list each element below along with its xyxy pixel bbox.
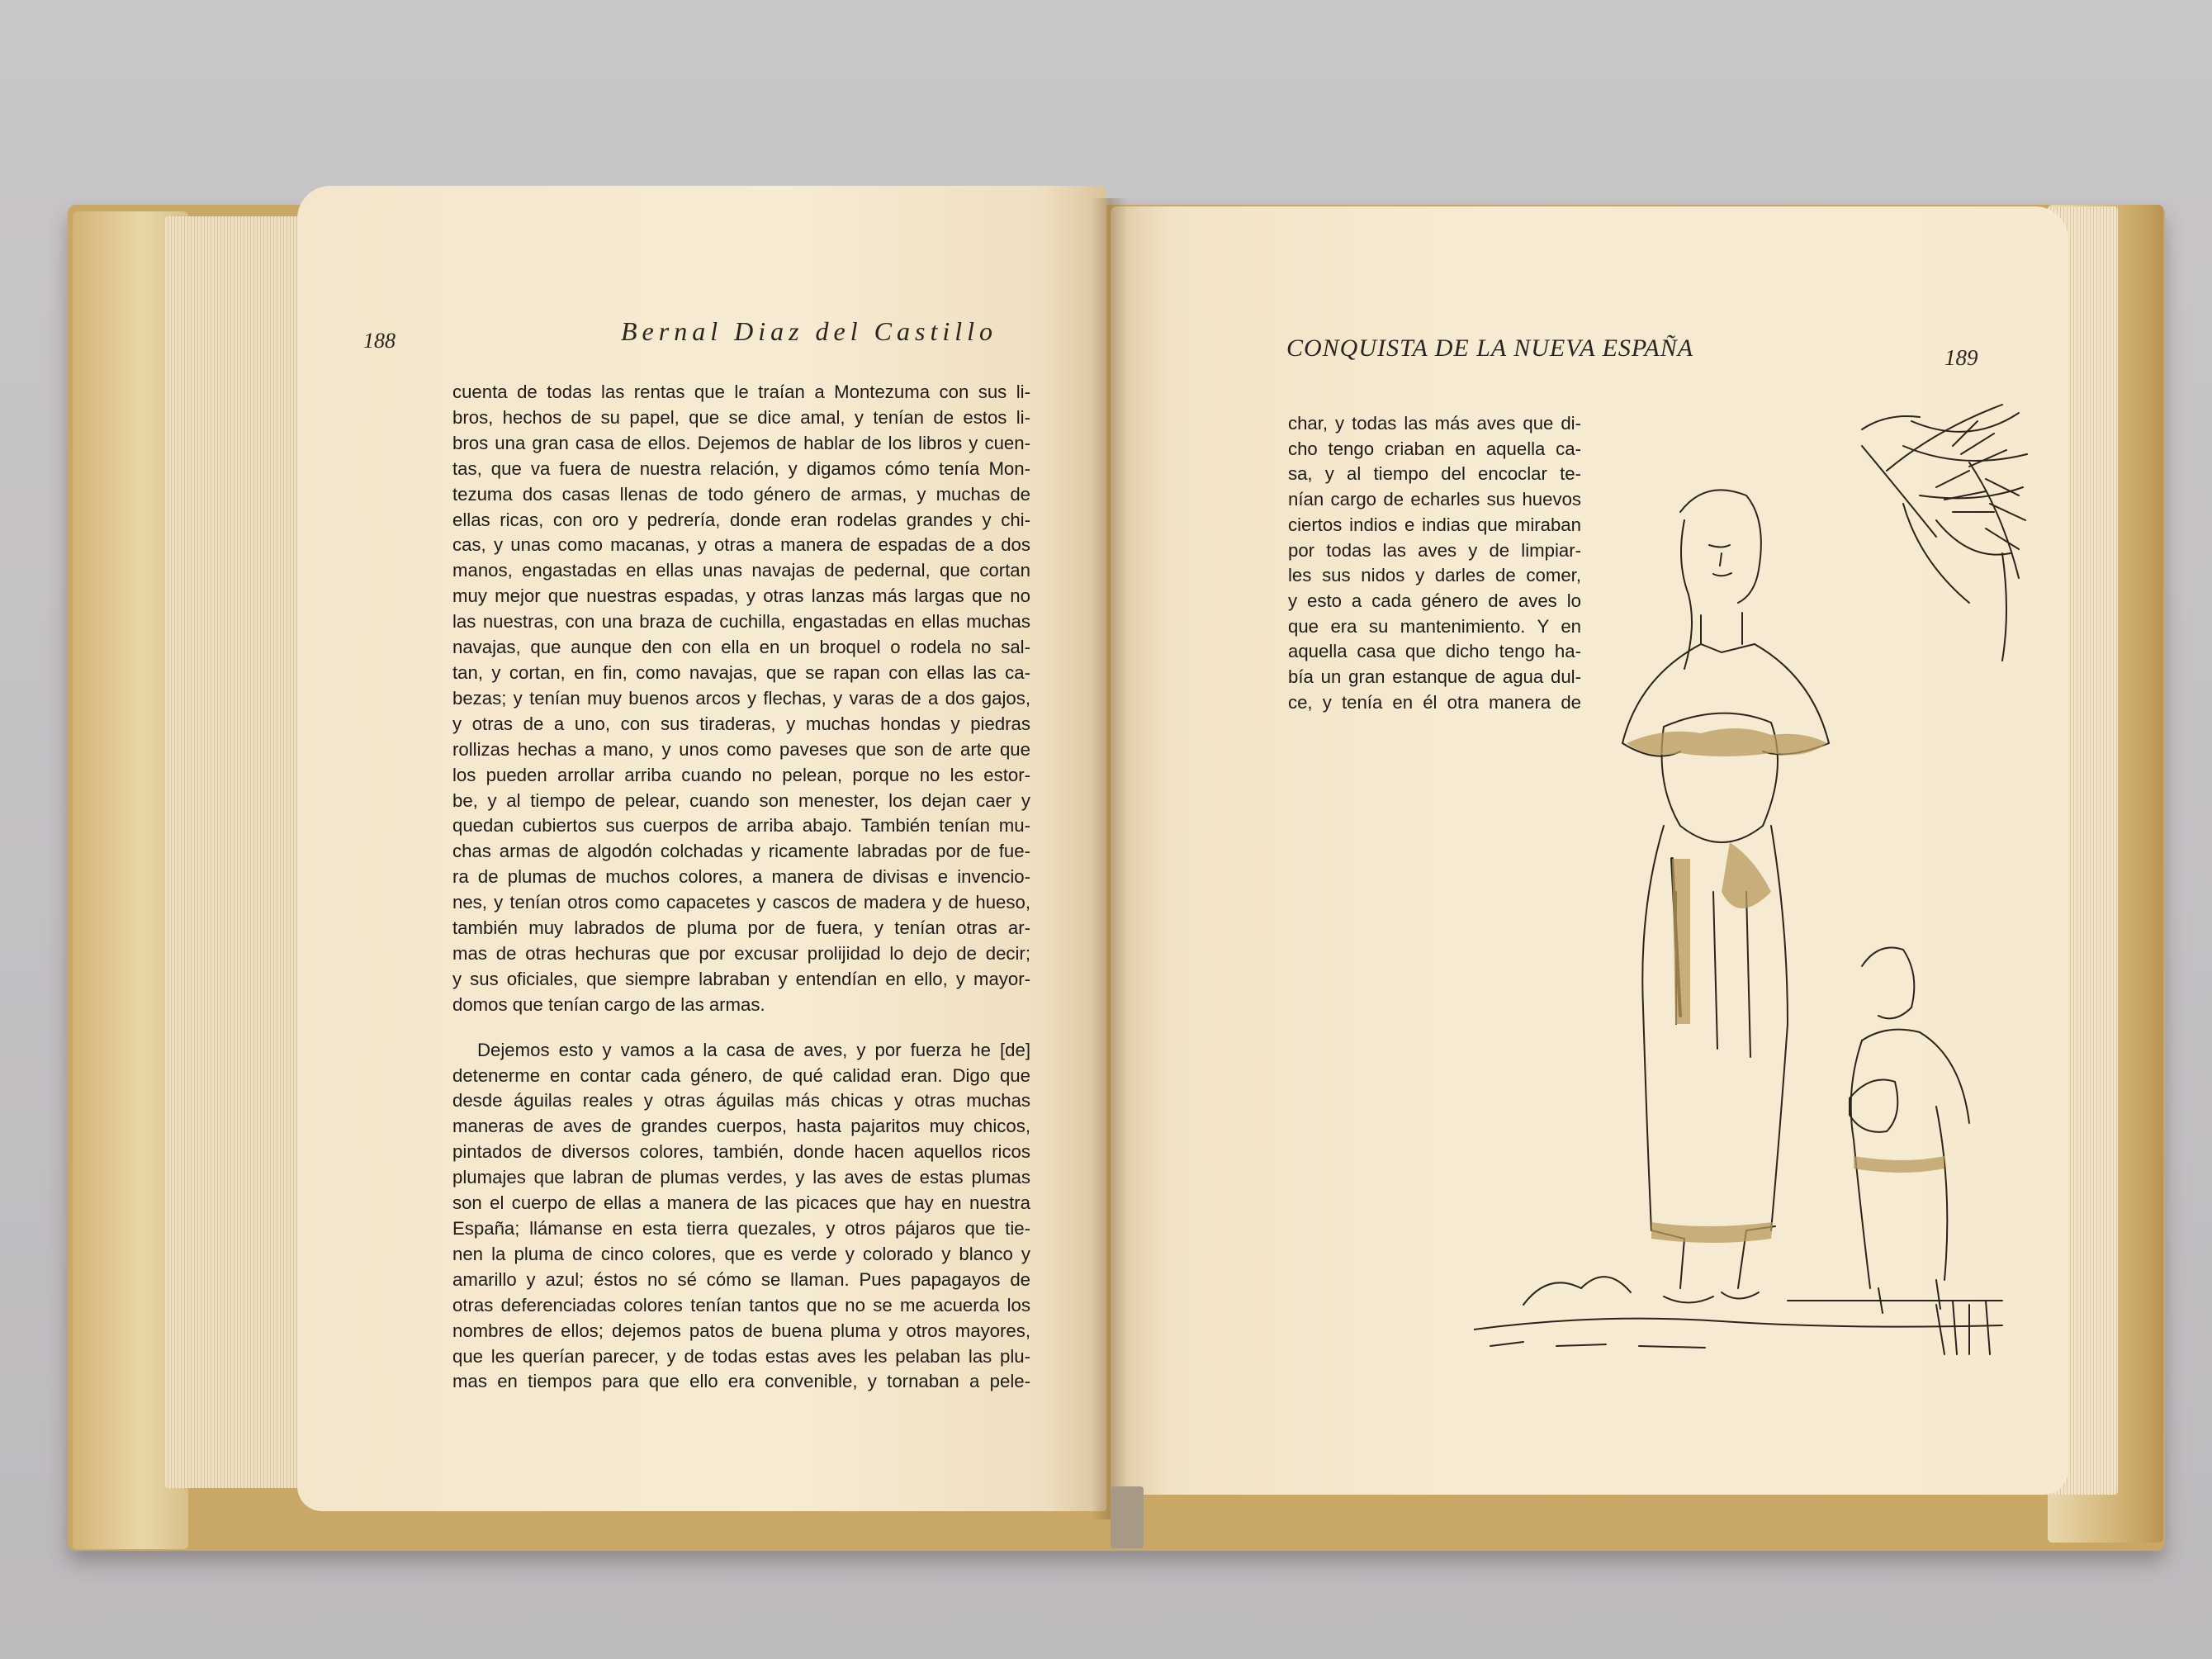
paragraph-aviary — [452, 1038, 1030, 1396]
text-line: amarillo y azul; éstos no sé cómo se llaman. Pues papagayos de — [452, 1268, 1030, 1290]
text-line: ellas ricas, con oro y pedrería, donde eran rodelas grandes y chi- — [452, 509, 1030, 530]
page-edges-left — [165, 216, 306, 1488]
text-line: aquella casa que dicho tengo ha- — [1288, 641, 1581, 662]
text-line: manos, engastadas en ellas unas navajas de pedernal, que cortan — [452, 560, 1030, 581]
text-line: cuenta de todas las rentas que le traían a Montezuma con sus li- — [452, 382, 1030, 402]
text-line: detenerme en contar cada género, de qué calidad eran. Digo que — [452, 1064, 1030, 1086]
text-line: tas, que va fuera de nuestra relación, y digamos cómo tenía Mon- — [452, 457, 1030, 479]
text-line: sa, y al tiempo del encoclar te- — [1288, 463, 1581, 485]
text-line: pintados de diversos colores, también, donde hacen aquellos ricos — [452, 1141, 1030, 1163]
text-line: cho tengo criaban en aquella ca- — [1288, 438, 1581, 459]
right-page-number: 189 — [1944, 345, 1978, 370]
illustration-women-drawing — [1474, 396, 2035, 1371]
text-line: otras deferenciadas colores tenían tantos que no se me acuerda los — [452, 1294, 1030, 1315]
text-line: nes, y tenían otros como capacetes y cascos de madera y de hueso, — [452, 892, 1030, 913]
text-line: y sus oficiales, que siempre labraban y entendían en ello, y mayor- — [452, 968, 1030, 989]
text-line: bros, hechos de su papel, que se dice amal, y tenían de estos li- — [452, 406, 1030, 428]
text-line: quedan cubiertos sus cuerpos de arriba abajo. También tenían mu- — [452, 815, 1030, 837]
text-line: be, y al tiempo de pelear, cuando son menester, los dejan caer y — [452, 789, 1030, 811]
text-line: chas armas de algodón colchadas y ricamente labradas por de fue- — [452, 841, 1030, 862]
text-line: que era su mantenimiento. Y en — [1288, 615, 1581, 637]
child-figure-drawing — [1850, 948, 1969, 1314]
text-line: tezuma dos casas llenas de todo género de armas, y muchas de — [452, 483, 1030, 505]
text-line: rollizas hechas a mano, y unos como paveses que son de arte que — [452, 738, 1030, 760]
text-line: mas de otras hechuras que por excusar prolijidad lo dejo de decir; — [452, 942, 1030, 964]
text-line: bezas; y tenían muy buenos arcos y flechas, y varas de a dos gajos, — [452, 687, 1030, 709]
left-page-number: 188 — [363, 329, 396, 353]
text-line: ce, y tenía en él otra manera de — [1288, 691, 1581, 713]
text-line: España; llámanse en esta tierra quezales, y otros pájaros que tie- — [452, 1218, 1030, 1239]
left-running-head: Bernal Diaz del Castillo — [621, 316, 997, 346]
text-line: muy mejor que nuestras espadas, y otras lanzas más largas que no — [452, 585, 1030, 607]
text-line: y otras de a uno, con sus tiraderas, y muchas hondas y piedras — [452, 713, 1030, 734]
text-line: domos que tenían cargo de las armas. — [452, 993, 765, 1015]
text-line: y esto a cada género de aves lo — [1288, 590, 1581, 611]
text-line: nombres de ellos; dejemos patos de buena pluma y otros mayores, — [452, 1320, 1030, 1341]
text-line: nen la pluma de cinco colores, que es verde y colorado y blanco y — [452, 1243, 1030, 1264]
book-gutter — [1092, 198, 1128, 1519]
text-line: bía un gran estanque de agua dul- — [1288, 666, 1581, 688]
text-line: char, y todas las más aves que di- — [1288, 413, 1581, 434]
paragraph-armory — [452, 380, 1030, 1018]
text-line: las nuestras, con una braza de cuchilla, engastadas en ellas muchas — [452, 611, 1030, 633]
sepia-wash-shapes — [1627, 728, 1944, 1243]
text-line: los pueden arrollar arriba cuando no pelean, porque no les estor- — [452, 764, 1030, 785]
text-line: tan, y cortan, en fin, como navajas, que se rapan con ellas las ca- — [452, 661, 1030, 683]
text-line: navajas, que aunque den con ella en un broquel o rodela no sal- — [452, 637, 1030, 658]
text-line: Dejemos esto y vamos a la casa de aves, y por fuerza he [de] — [477, 1039, 1030, 1060]
text-line: bros una gran casa de ellos. Dejemos de hablar de los libros y cuen- — [452, 432, 1030, 453]
palm-fronds-drawing — [1862, 405, 2027, 661]
ribbon-bookmark — [1111, 1486, 1144, 1548]
text-line: son el cuerpo de ellas a manera de las picaces que hay en nuestra — [452, 1192, 1030, 1214]
text-line: cas, y unas como macanas, y otras a manera de espadas de a dos — [452, 534, 1030, 556]
left-body-text — [452, 380, 1030, 1395]
text-line: por todas las aves y de limpiar- — [1288, 539, 1581, 561]
text-line: ciertos indios e indias que miraban — [1288, 514, 1581, 535]
text-line: plumajes que labran de plumas verdes, y las aves de estas plumas — [452, 1167, 1030, 1188]
text-line: ra de plumas de muchos colores, a manera de divisas e invencio- — [452, 866, 1030, 888]
text-line: les sus nidos y darles de comer, — [1288, 565, 1581, 586]
text-line: que les querían parecer, y de todas estas aves les pelaban las plu- — [452, 1345, 1030, 1367]
right-running-head: CONQUISTA DE LA NUEVA ESPAÑA — [1286, 334, 1694, 362]
text-line: también muy labrados de pluma por de fuera, y tenían otras ar- — [452, 917, 1030, 939]
text-line: nían cargo de echarles sus huevos — [1288, 489, 1581, 510]
text-line: maneras de aves de grandes cuerpos, hasta pajaritos muy chicos, — [452, 1116, 1030, 1137]
text-line: desde águilas reales y otras águilas más chicas y otras muchas — [452, 1090, 1030, 1112]
text-line: mas en tiempos para que ello era convenible, y tornaban a pele- — [452, 1371, 1030, 1392]
